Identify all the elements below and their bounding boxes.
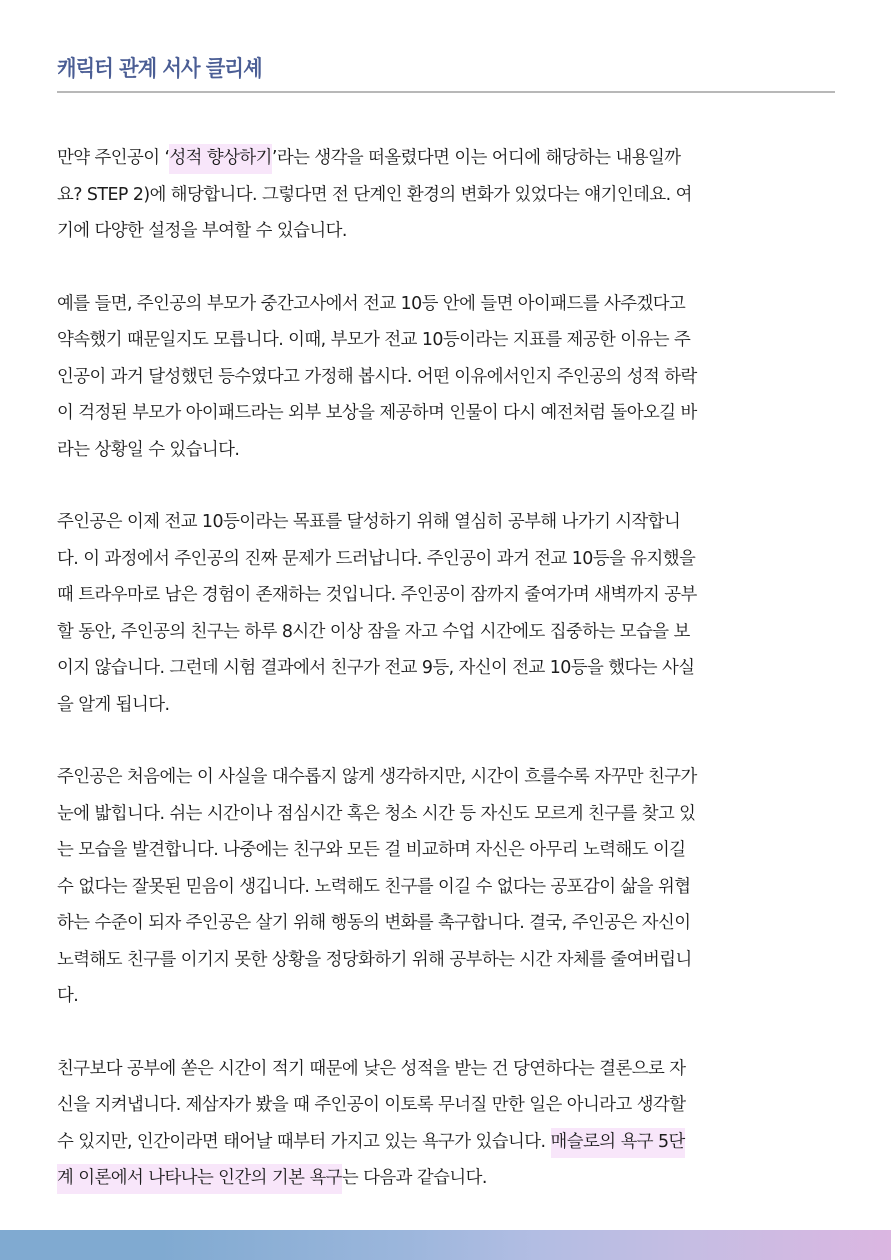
document-body <box>57 140 837 1233</box>
text-line: 하는 수준이 되자 주인공은 살기 위해 행동의 변화를 촉구합니다. 결국, 주인공은 자신이 <box>57 913 691 933</box>
paragraph-3 <box>57 504 837 723</box>
text-line: 을 알게 됩니다. <box>57 694 170 715</box>
text-line: 기에 다양한 설정을 부여할 수 있습니다. <box>57 221 347 241</box>
page-header <box>57 52 835 93</box>
text-line: 다. <box>57 986 79 1006</box>
text-line: 주인공은 처음에는 이 사실을 대수롭지 않게 생각하지만, 시간이 흐를수록 자꾸만 친구가 <box>57 767 697 787</box>
text-line: 노력해도 친구를 이기지 못한 상황을 정당화하기 위해 공부하는 시간 자체를 줄여버립니 <box>57 949 692 970</box>
text-segment: 는 다음과 같습니다. <box>341 1168 487 1188</box>
paragraph-4 <box>57 759 837 1015</box>
highlighted-phrase: 계 이론에서 나타나는 인간의 기본 욕구 <box>57 1164 342 1194</box>
paragraph-1 <box>57 140 837 250</box>
text-line: 이지 않습니다. 그런데 시험 결과에서 친구가 전교 9등, 자신이 전교 10등을 했다는 사실 <box>57 658 695 678</box>
text-line: 신을 지켜냅니다. 제삼자가 봤을 때 주인공이 이토록 무너질 만한 일은 아니라고 생각할 <box>57 1095 686 1115</box>
text-line: 할 동안, 주인공의 친구는 하루 8시간 이상 잠을 자고 수업 시간에도 집중하는 모습을 보 <box>57 621 690 642</box>
text-line: 예를 들면, 주인공의 부모가 중간고사에서 전교 10등 안에 들면 아이패드를 사주겠다고 <box>57 293 686 314</box>
text-line: 친구보다 공부에 쏟은 시간이 적기 때문에 낮은 성적을 받는 건 당연하다는 결론으로 자 <box>57 1058 686 1079</box>
text-line: 눈에 밟힙니다. 쉬는 시간이나 점심시간 혹은 청소 시간 등 자신도 모르게 친구를 찾고 있 <box>57 803 696 824</box>
text-line: 주인공은 이제 전교 10등이라는 목표를 달성하기 위해 열심히 공부해 나가기 시작합니 <box>57 512 681 532</box>
text-segment: ’라는 생각을 떠올렸다면 이는 어디에 해당하는 내용일까 <box>271 148 681 168</box>
text-segment: 수 있지만, 인간이라면 태어날 때부터 가지고 있는 욕구가 있습니다. <box>57 1131 551 1152</box>
paragraph-5 <box>57 1051 837 1197</box>
paragraph-2 <box>57 286 837 469</box>
text-line: 이 걱정된 부모가 아이패드라는 외부 보상을 제공하며 인물이 다시 예전처럼 돌아오길 바 <box>57 403 697 423</box>
text-line: 인공이 과거 달성했던 등수였다고 가정해 봅시다. 어떤 이유에서인지 주인공의 성적 하락 <box>57 366 697 387</box>
text-line <box>57 1124 837 1161</box>
title-divider <box>57 91 835 93</box>
highlighted-phrase: 성적 향상하기 <box>169 144 271 174</box>
text-line: 는 모습을 발견합니다. 나중에는 친구와 모든 걸 비교하며 자신은 아무리 노력해도 이길 <box>57 840 686 860</box>
text-line <box>57 1160 837 1197</box>
text-line: 다. 이 과정에서 주인공의 진짜 문제가 드러납니다. 주인공이 과거 전교 10등을 유지했을 <box>57 548 696 569</box>
text-line <box>57 140 837 177</box>
text-line: 요? STEP 2)에 해당합니다. 그렇다면 전 단계인 환경의 변화가 있었다는 얘기인데요. 여 <box>57 184 692 205</box>
highlighted-phrase: 매슬로의 욕구 5단 <box>551 1128 685 1158</box>
text-line: 약속했기 때문일지도 모릅니다. 이때, 부모가 전교 10등이라는 지표를 제공한 이유는 주 <box>57 330 691 350</box>
text-line: 라는 상황일 수 있습니다. <box>57 439 240 460</box>
text-line: 때 트라우마로 남은 경험이 존재하는 것입니다. 주인공이 잠까지 줄여가며 새벽까지 공부 <box>57 585 697 605</box>
footer-gradient-bar <box>0 1230 891 1260</box>
page-title: 캐릭터 관계 서사 클리셰 <box>57 57 262 82</box>
text-segment: 만약 주인공이 ‘ <box>57 148 170 168</box>
text-line: 수 없다는 잘못된 믿음이 생깁니다. 노력해도 친구를 이길 수 없다는 공포감이 삶을 위협 <box>57 876 691 897</box>
